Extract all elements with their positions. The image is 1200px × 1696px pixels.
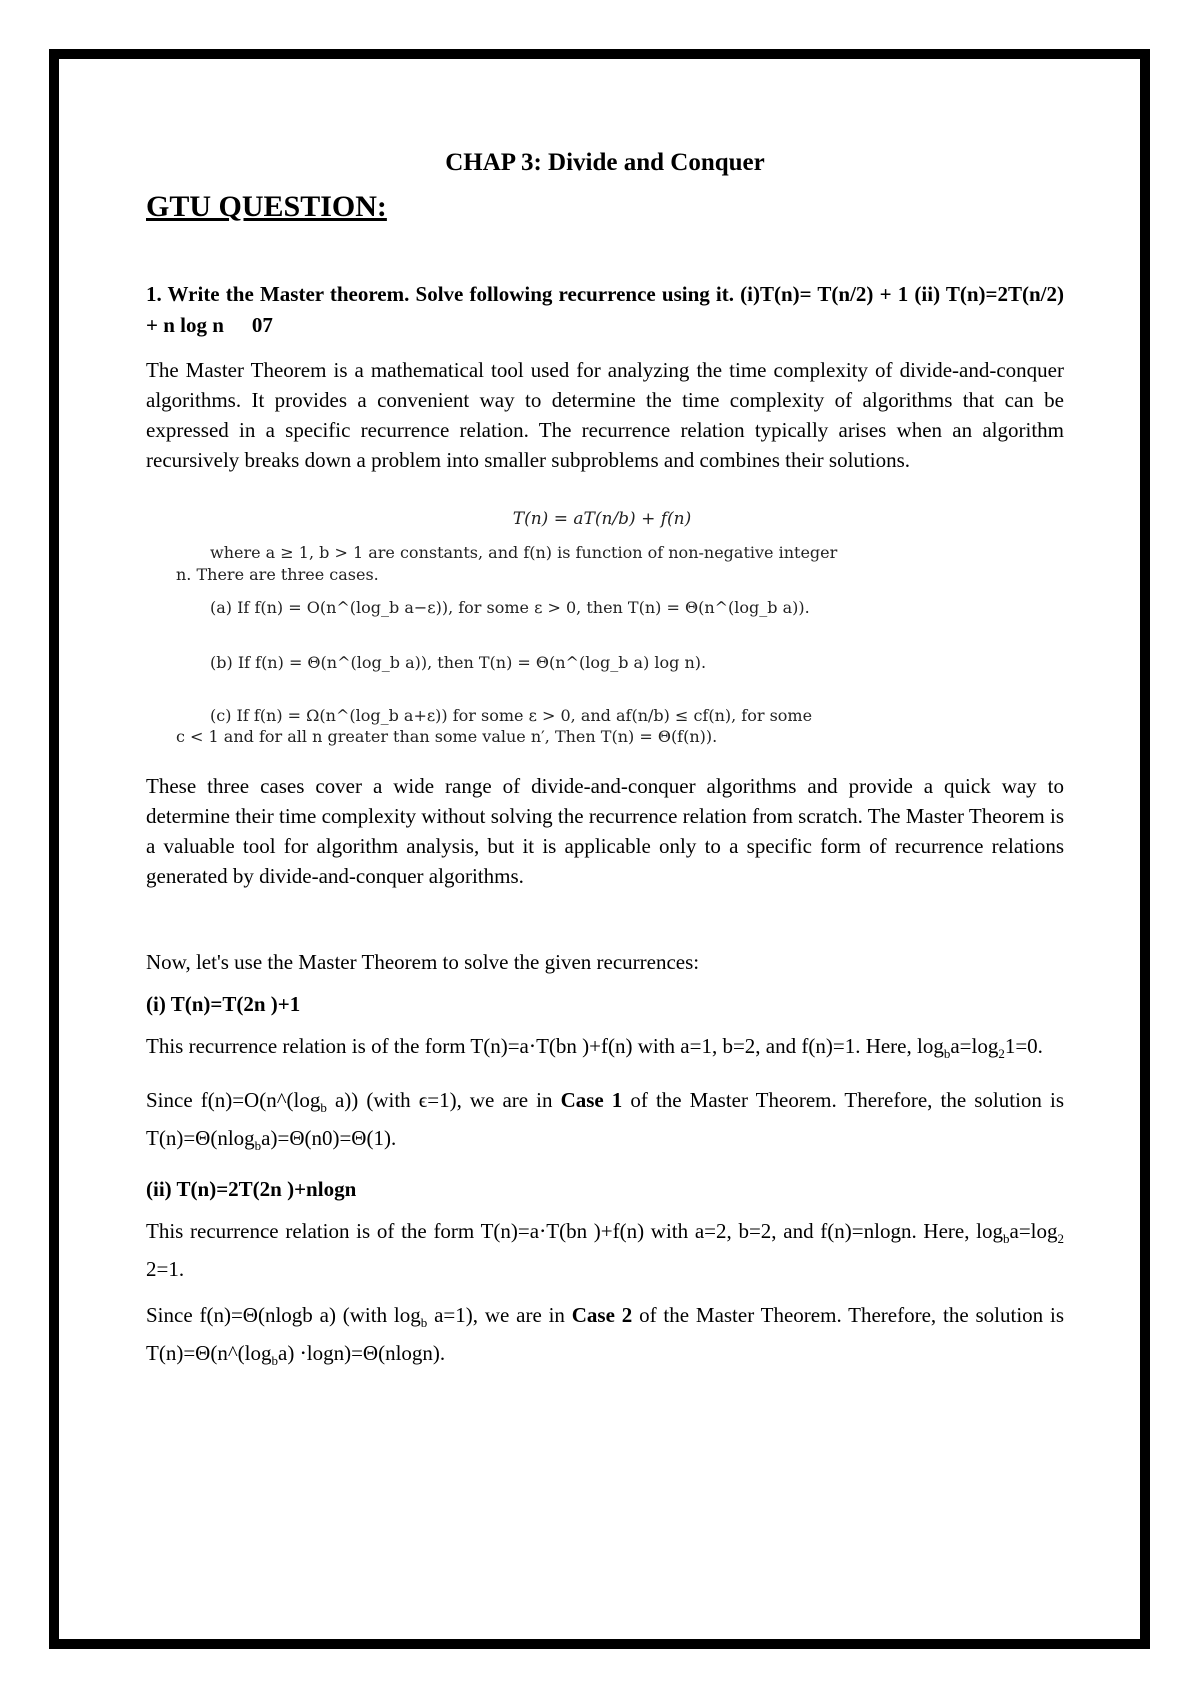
part-2-form-text-end: a=log	[1009, 1218, 1058, 1243]
theorem-line-1: where a ≥ 1, b > 1 are constants, and f(n) is function of non-negative integer	[210, 543, 838, 562]
part-2-since-paragraph	[146, 1300, 1064, 1376]
part-1-form-text-end-2: 1=0.	[1004, 1034, 1043, 1058]
theorem-case-c-line-2: c < 1 and for all n greater than some value n′, Then T(n) = Θ(f(n)).	[176, 727, 718, 746]
theorem-equation: T(n) = aT(n/b) + f(n)	[512, 509, 692, 529]
part-2-form-sub-2: 2	[1057, 1230, 1064, 1246]
part-2-since-end: of the Master Theorem. Therefore, the solution is T(n)=Θ(n^(log	[146, 1302, 1064, 1365]
part-2-since-mid: a=1), we are in	[427, 1302, 572, 1327]
chapter-title: CHAP 3: Divide and Conquer	[445, 149, 765, 176]
part-1-since-sub-2: b	[254, 1138, 262, 1154]
part-2-form-sub: b	[1003, 1230, 1010, 1246]
document-body	[146, 145, 1064, 1376]
part-1-form-text: This recurrence relation is of the form T(n)=a⋅T(bn )+f(n) with a=1, b=2, and f(n)=1. Here, log	[146, 1034, 944, 1058]
part-1-form-sub: b	[943, 1046, 951, 1062]
section-heading: GTU QUESTION:	[146, 190, 387, 223]
part-1-since-sub: b	[320, 1100, 327, 1116]
theorem-line-2: n. There are three cases.	[176, 565, 379, 584]
part-1-form-sub-2: 2	[998, 1046, 1005, 1062]
part-1-since-end-2: a)=Θ(n0)=Θ(1).	[261, 1126, 397, 1151]
part-2-since-sub: b	[420, 1314, 428, 1330]
intro-paragraph: The Master Theorem is a mathematical tool used for analyzing the time complexity of divide-and-conquer algorithms. It provides a convenient way to determine the time complexity of algorithms that can be expressed in a specific recurrence relation. The recurrence relation typically arises when an algorithm recursively breaks down a problem into smaller subproblems and combines their solutions.	[146, 358, 1064, 472]
part-2-since-sub-2: b	[271, 1353, 278, 1369]
part-1-since-mid: a)) (with ϵ=1), we are in	[326, 1088, 561, 1113]
theorem-case-b: (b) If f(n) = Θ(n^(log_b a)), then T(n) = Θ(n^(log_b a) log n).	[210, 653, 707, 672]
part-2-since-start: Since f(n)=Θ(nlogb a) (with log	[146, 1302, 421, 1327]
part-2-form-text-end-2: 2=1.	[146, 1256, 185, 1281]
now-paragraph: Now, let's use the Master Theorem to solve the given recurrences:	[146, 950, 700, 974]
question-text	[146, 279, 1064, 341]
master-theorem-figure	[162, 503, 1042, 746]
part-2-form-paragraph	[146, 1216, 1064, 1284]
part-1-form-text-end: a=log	[950, 1034, 999, 1058]
part-2-form-text: This recurrence relation is of the form T(n)=a⋅T(bn )+f(n) with a=2, b=2, and f(n)=nlogn. Here, log	[146, 1218, 1003, 1243]
question-marks: 07	[251, 313, 273, 337]
part-2-since-end-2: a) ⋅logn)=Θ(nlogn).	[278, 1340, 446, 1365]
theorem-case-a: (a) If f(n) = O(n^(log_b a−ε)), for some ε > 0, then T(n) = Θ(n^(log_b a)).	[210, 598, 810, 617]
question-body: 1. Write the Master theorem. Solve following recurrence using it. (i)T(n)= T(n/2) + 1 (ii) T(n)=2T(n/2) + n log n	[146, 282, 1064, 337]
part-1-form-paragraph	[146, 1031, 1064, 1069]
part-1-since-end: of the Master Theorem. Therefore, the solution is T(n)=Θ(nlog	[146, 1088, 1064, 1151]
part-1-since-start: Since f(n)=O(n^(log	[146, 1088, 321, 1113]
part-1-case-label: Case 1	[560, 1088, 623, 1113]
part-1-since-paragraph	[146, 1085, 1064, 1161]
cover-paragraph: These three cases cover a wide range of divide-and-conquer algorithms and provide a quick way to determine their time complexity without solving the recurrence relation from scratch. The Master Theorem is a valuable tool for algorithm analysis, but it is applicable only to a specific form of recurrence relations generated by divide-and-conquer algorithms.	[146, 774, 1064, 888]
part-1-heading: (i) T(n)=T(2n )+1	[146, 992, 301, 1016]
part-2-case-label: Case 2	[571, 1302, 633, 1327]
part-2-heading: (ii) T(n)=2T(2n )+nlogn	[146, 1176, 357, 1201]
theorem-case-c-line-1: (c) If f(n) = Ω(n^(log_b a+ε)) for some ε > 0, and af(n/b) ≤ cf(n), for some	[210, 706, 813, 725]
